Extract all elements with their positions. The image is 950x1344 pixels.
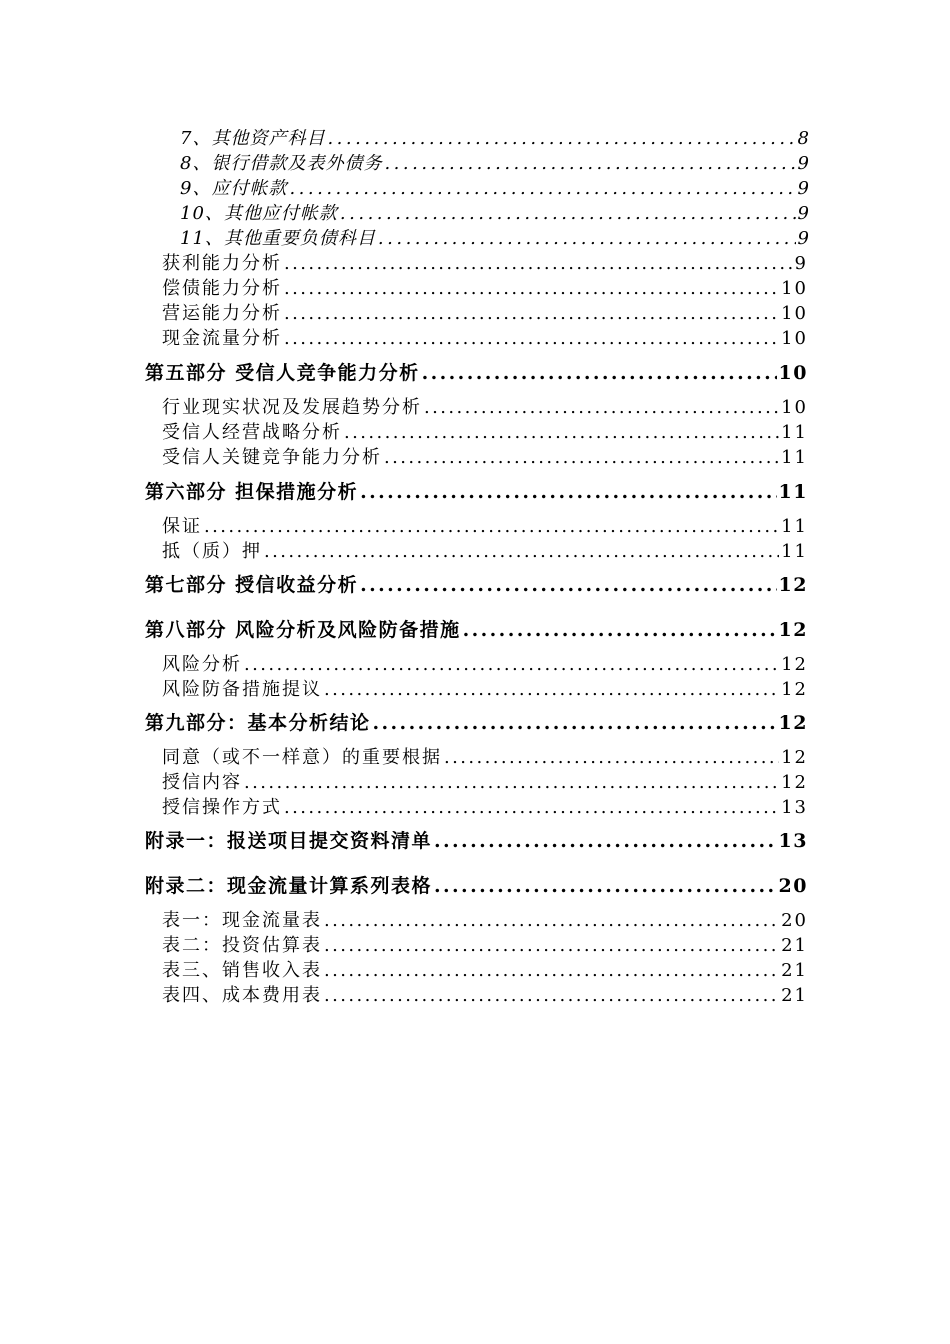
toc-entry[interactable]: 营运能力分析 ..... 10 <box>162 299 808 325</box>
toc-entry[interactable]: 授信操作方式 ..... 13 <box>162 793 808 819</box>
toc-entry[interactable]: 表二：投资估算表 ..... 21 <box>162 931 808 957</box>
toc-entry[interactable]: 行业现实状况及发展趋势分析 ..... 10 <box>162 393 808 419</box>
toc-entry[interactable]: 表四、成本费用表 ..... 21 <box>162 981 808 1007</box>
toc-entry[interactable]: 风险防备措施提议 ..... 12 <box>162 675 808 701</box>
toc-entry[interactable]: 9、应付帐款 ..... 9 <box>180 174 810 200</box>
toc-entry[interactable]: 受信人关键竞争能力分析 ..... 11 <box>162 443 808 469</box>
toc-entry[interactable]: 8、银行借款及表外债务 ..... 9 <box>180 149 810 175</box>
toc-entry[interactable]: 现金流量分析 ..... 10 <box>162 324 808 350</box>
toc-entry[interactable]: 10、其他应付帐款 ..... 9 <box>180 199 810 225</box>
toc-entry[interactable]: 同意（或不一样意）的重要根据 ..... 12 <box>162 743 808 769</box>
toc-section[interactable]: 附录二：现金流量计算系列表格 ..... 20 <box>145 871 808 898</box>
toc-entry[interactable]: 11、其他重要负债科目 ..... 9 <box>180 224 810 250</box>
toc-entry[interactable]: 授信内容 ..... 12 <box>162 768 808 794</box>
toc-entry[interactable]: 表一：现金流量表 ..... 20 <box>162 906 808 932</box>
toc-section[interactable]: 附录一：报送项目提交资料清单 ..... 13 <box>145 826 808 853</box>
toc-entry[interactable]: 保证 ..... 11 <box>162 512 808 538</box>
toc-section[interactable]: 第七部分 授信收益分析 ..... 12 <box>145 570 808 597</box>
toc-entry[interactable]: 受信人经营战略分析 ..... 11 <box>162 418 808 444</box>
toc-entry[interactable]: 风险分析 ..... 12 <box>162 650 808 676</box>
toc-entry[interactable]: 抵（质）押 ..... 11 <box>162 537 808 563</box>
toc-entry[interactable]: 7、其他资产科目 ..... 8 <box>180 124 810 150</box>
toc-section[interactable]: 第五部分 受信人竞争能力分析 ..... 10 <box>145 358 808 385</box>
toc-entry[interactable]: 偿债能力分析 ..... 10 <box>162 274 808 300</box>
toc-entry[interactable]: 获利能力分析 ..... 9 <box>162 249 808 275</box>
toc-entry[interactable]: 表三、销售收入表 ..... 21 <box>162 956 808 982</box>
toc-section[interactable]: 第八部分 风险分析及风险防备措施 ..... 12 <box>145 615 808 642</box>
toc-section[interactable]: 第六部分 担保措施分析 ..... 11 <box>145 477 808 504</box>
toc-section[interactable]: 第九部分：基本分析结论 ..... 12 <box>145 708 808 735</box>
